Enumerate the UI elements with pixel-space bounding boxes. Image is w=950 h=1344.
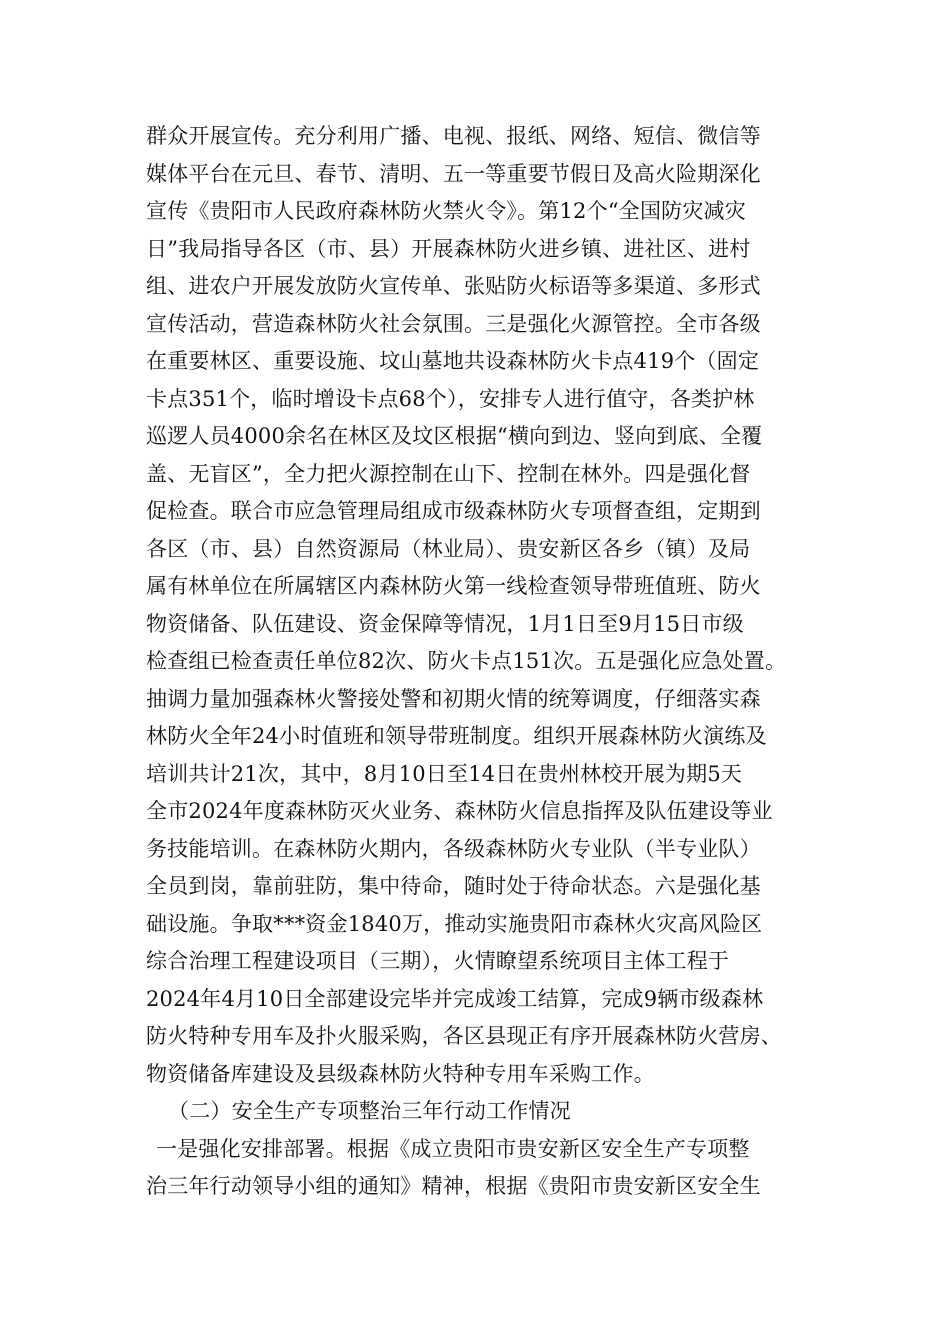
text-line: 综合治理工程建设项目（三期），火情瞭望系统项目主体工程于: [146, 949, 730, 973]
text-line: 盖、无盲区”，全力把火源控制在山下、控制在林外。四是强化督: [146, 461, 751, 486]
text-line: 2024年4月10日全部建设完毕并完成竣工结算，完成9辆市级森林: [146, 986, 764, 1011]
text-line: 宣传《贵阳市人民政府森林防火禁火令》。第12个“全国防灾减灾: [146, 199, 746, 223]
text-line: 培训共计21次，其中，8月10日至14日在贵州林校开展为期5天: [146, 761, 743, 786]
text-line: 各区（市、县）自然资源局（林业局）、贵安新区各乡（镇）及局: [146, 536, 751, 561]
section-heading: （二）安全生产专项整治三年行动工作情况: [168, 1099, 571, 1123]
text-line: 治三年行动领导小组的通知》精神，根据《贵阳市贵安新区安全生: [146, 1174, 761, 1198]
text-line: 物资储备、队伍建设、资金保障等情况，1月1日至9月15日市级: [146, 611, 744, 636]
text-line: 群众开展宣传。充分利用广播、电视、报纸、网络、短信、微信等: [146, 124, 761, 148]
text-line: 卡点351个，临时增设卡点68个），安排专人进行值守，各类护林: [146, 386, 755, 411]
text-line: 属有林单位在所属辖区内森林防火第一线检查领导带班值班、防火: [146, 574, 761, 598]
text-line: 在重要林区、重要设施、坟山墓地共设森林防火卡点419个（固定: [146, 349, 760, 373]
text-line: 日”我局指导各区（市、县）开展森林防火进乡镇、进社区、进村: [146, 236, 751, 261]
text-line: 全员到岗，靠前驻防，集中待命，随时处于待命状态。六是强化基: [146, 874, 761, 898]
text-line: 巡逻人员4000余名在林区及坟区根据“横向到边、竖向到底、全覆: [146, 424, 763, 448]
text-line: 抽调力量加强森林火警接处警和初期火情的统筹调度，仔细落实森: [146, 686, 761, 711]
text-line: 全市2024年度森林防灭火业务、森林防火信息指挥及队伍建设等业: [146, 799, 773, 823]
text-line: 务技能培训。在森林防火期内，各级森林防火专业队（半专业队）: [146, 836, 761, 861]
text-line: 促检查。联合市应急管理局组成市级森林防火专项督查组，定期到: [146, 499, 761, 523]
text-line: 础设施。争取***资金1840万，推动实施贵阳市森林火灾高风险区: [146, 911, 763, 936]
text-line: 组、进农户开展发放防火宣传单、张贴防火标语等多渠道、多形式: [146, 274, 761, 298]
body-text: [146, 118, 826, 1206]
text-line: 林防火全年24小时值班和领导带班制度。组织开展森林防火演练及: [146, 724, 767, 748]
text-line: 防火特种专用车及扑火服采购，各区县现正有序开展森林防火营房、: [146, 1024, 782, 1048]
text-line: 宣传活动，营造森林防火社会氛围。三是强化火源管控。全市各级: [146, 311, 761, 336]
text-line: 媒体平台在元旦、春节、清明、五一等重要节假日及高火险期深化: [146, 161, 761, 186]
text-line: 检查组已检查责任单位82次、防火卡点151次。五是强化应急处置。: [146, 649, 787, 673]
text-line: 一是强化安排部署。根据《成立贵阳市贵安新区安全生产专项整: [156, 1136, 750, 1161]
text-line: 物资储备库建设及县级森林防火特种专用车采购工作。: [146, 1061, 655, 1086]
